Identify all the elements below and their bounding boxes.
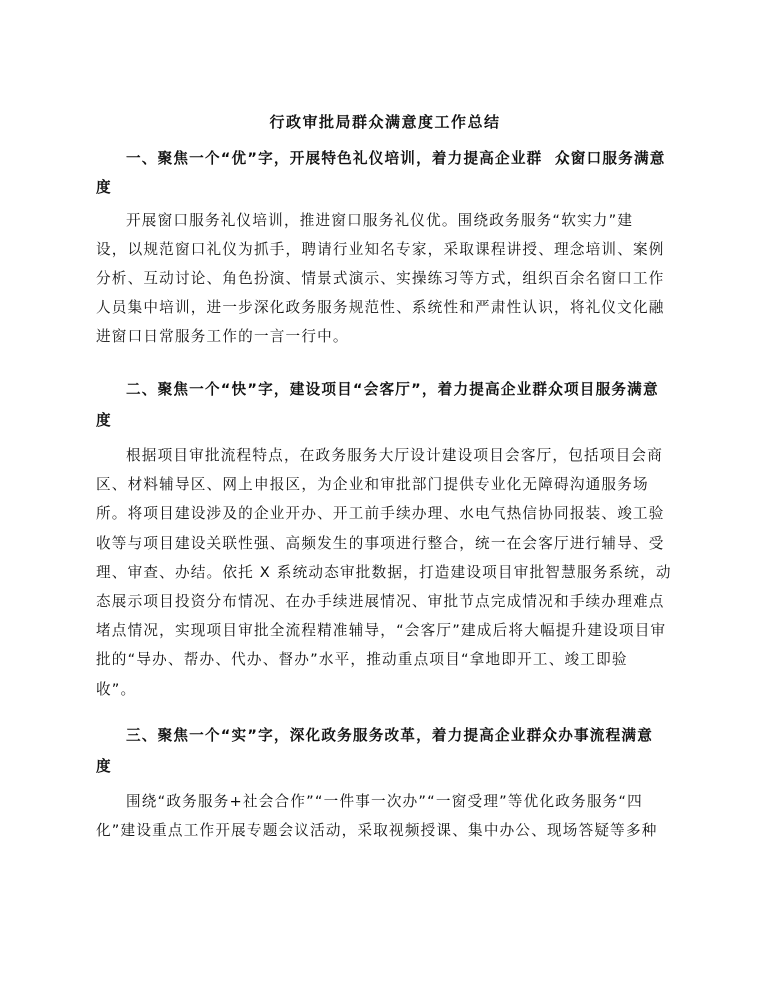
section-heading-line: 度 (96, 758, 112, 775)
paragraph-line: 设，以规范窗口礼仪为抓手，聘请行业知名专家，采取课程讲授、理念培训、案例 (96, 241, 665, 258)
paragraph-line: 进窗口日常服务工作的一言一行中。 (96, 328, 349, 345)
paragraph-line: 分析、互动讨论、角色扮演、情景式演示、实操练习等方式，组织百余名窗口工作 (96, 270, 665, 287)
section-heading-line: 度 (96, 179, 112, 196)
paragraph-line: 化”建设重点工作开展专题会议活动，采取视频授课、集中办公、现场答疑等多种 (96, 822, 658, 839)
section-heading-line: 一、聚焦一个“优”字，开展特色礼仪培训，着力提高企业群 众窗口服务满意 (126, 150, 666, 167)
paragraph-line: 批的“导办、帮办、代办、督办”水平，推动重点项目“拿地即开工、竣工即验 (96, 651, 628, 668)
paragraph-line: 收”。 (96, 681, 137, 698)
section-heading-line: 三、聚焦一个“实”字，深化政务服务改革，着力提高企业群众办事流程满意 (126, 727, 653, 744)
paragraph-line: 所。将项目建设涉及的企业开办、开工前手续办理、水电气热信协同报装、竣工验 (96, 505, 665, 522)
paragraph-line: 区、材料辅导区、网上申报区，为企业和审批部门提供专业化无障碍沟通服务场 (96, 476, 649, 493)
paragraph-line: 理、审查、办结。依托 X 系统动态审批数据，打造建设项目审批智慧服务系统，动 (96, 564, 672, 581)
paragraph-line: 收等与项目建设关联性强、高频发生的事项进行整合，统一在会客厅进行辅导、受 (96, 535, 665, 552)
section-heading-line: 度 (96, 412, 112, 429)
paragraph-line: 根据项目审批流程特点，在政务服务大厅设计建设项目会客厅，包括项目会商 (126, 447, 663, 464)
paragraph-line: 开展窗口服务礼仪培训，推进窗口服务礼仪优。围绕政务服务“软实力”建 (126, 212, 634, 229)
paragraph-line: 堵点情况，实现项目审批全流程精准辅导，“会客厅”建成后将大幅提升建设项目审 (96, 622, 667, 639)
paragraph-line: 态展示项目投资分布情况、在办手续进展情况、审批节点完成情况和手续办理难点 (96, 593, 665, 610)
paragraph-line: 围绕“政务服务+社会合作”“一件事一次办”“一窗受理”等优化政务服务“四 (126, 793, 643, 810)
document-title: 行政审批局群众满意度工作总结 (269, 113, 501, 131)
paragraph-line: 人员集中培训，进一步深化政务服务规范性、系统性和严肃性认识，将礼仪文化融 (96, 299, 665, 316)
section-heading-line: 二、聚焦一个“快”字，建设项目“会客厅”，着力提高企业群众项目服务满意 (126, 381, 659, 398)
